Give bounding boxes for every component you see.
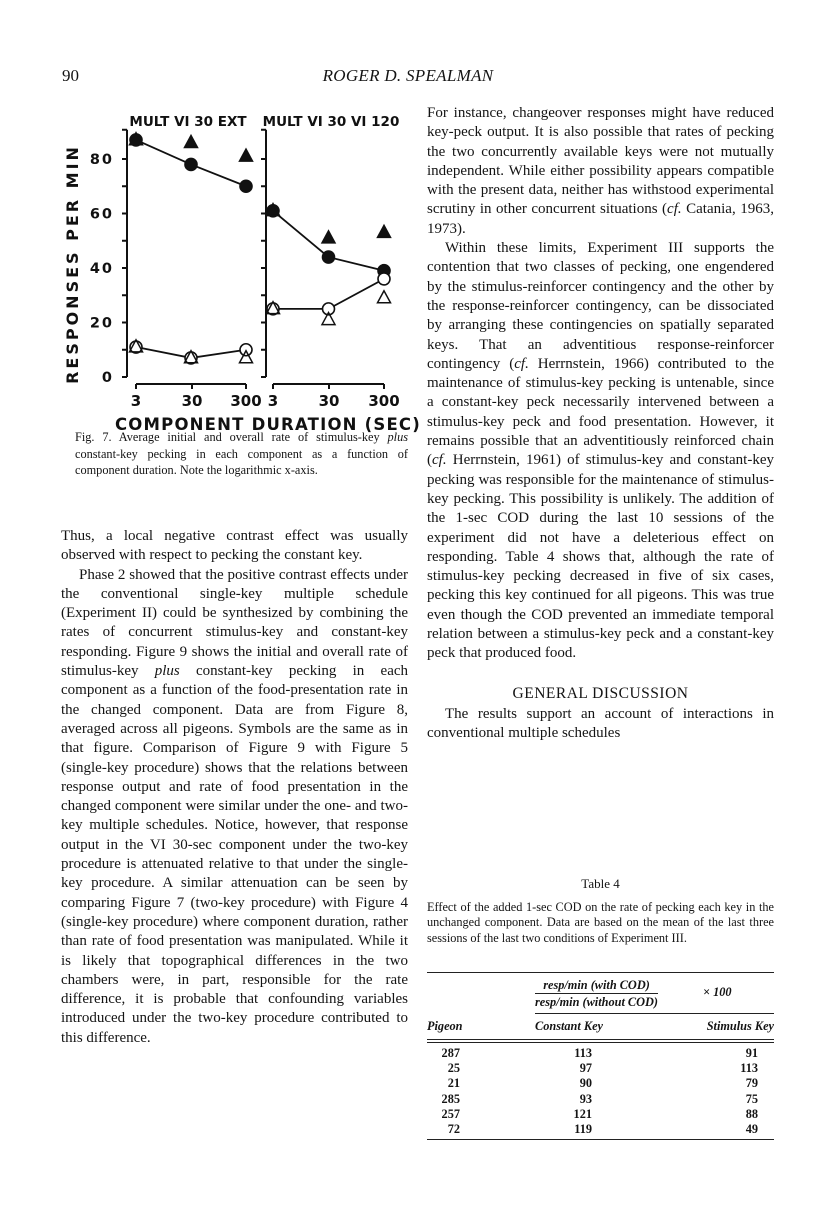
table-body <box>427 1043 774 1137</box>
y-tick-label: 0 <box>101 370 114 386</box>
cell-constant-key: 97 <box>579 1061 592 1076</box>
ratio-numerator: resp/min (with COD) <box>535 977 658 994</box>
paragraph-text: Herrnstein, 1966) contributed to the maintenance of stimulus-key pecking is untenable, since a constant-key peck necessarily intervened between a stimulus-key peck and food presentation. However, it remains possible that an adventitiously reinforced chain ( <box>427 355 774 469</box>
paragraph-emphasis: cf. <box>667 201 682 218</box>
table-column-headers <box>427 1017 774 1039</box>
filled-triangle-marker <box>322 231 335 243</box>
x-tick-label: 30 <box>181 392 203 410</box>
table-row <box>427 1122 774 1137</box>
table-row <box>427 1092 774 1107</box>
cell-pigeon: 287 <box>441 1046 460 1060</box>
filled-circle-marker <box>185 158 197 170</box>
right-column <box>427 104 774 744</box>
table-row <box>427 1061 774 1076</box>
caption-text-1: Average initial and overall rate of stimulus-key <box>118 430 388 444</box>
table-row <box>427 1076 774 1091</box>
cell-stimulus-key: 75 <box>745 1091 758 1106</box>
filled-triangle-marker <box>378 225 391 237</box>
running-author: ROGER D. SPEALMAN <box>322 66 494 85</box>
table-row <box>427 1107 774 1122</box>
table-title: Table 4 <box>581 876 620 891</box>
paragraph-emphasis: cf. <box>432 452 447 469</box>
paragraph: The results support an account of interactions in conventional multiple schedules <box>427 705 774 742</box>
x-tick-label: 3 <box>130 392 142 410</box>
paragraph-emphasis: cf. <box>514 355 529 372</box>
figure-7 <box>40 100 421 434</box>
table-row <box>427 1046 774 1061</box>
cell-pigeon: 285 <box>441 1091 460 1106</box>
cell-stimulus-key: 113 <box>740 1061 758 1076</box>
table-4 <box>427 972 774 1140</box>
ratio-denominator: resp/min (without COD) <box>535 995 658 1009</box>
cell-stimulus-key: 79 <box>745 1076 758 1091</box>
cell-constant-key: 121 <box>573 1106 592 1121</box>
cell-pigeon: 72 <box>447 1121 460 1136</box>
cell-constant-key: 113 <box>574 1046 592 1060</box>
open-circle-marker <box>378 273 390 285</box>
x-tick-label: 300 <box>368 392 400 410</box>
y-tick-label: 80 <box>89 152 114 168</box>
x-tick-label: 30 <box>318 392 340 410</box>
y-tick-label: 60 <box>89 206 114 223</box>
column-header-constant-key: Constant Key <box>535 1019 603 1033</box>
cell-stimulus-key: 49 <box>745 1121 758 1136</box>
open-triangle-marker <box>378 291 391 303</box>
x-tick-label: 300 <box>230 392 262 410</box>
filled-triangle-marker <box>240 149 253 161</box>
paragraph-text: constant-key pecking in each component as a function of the food-presentation rate in the changed component. Data are from Figure 8, averaged across all pigeons. Symbols are the same as in that figure. Comparison of Figure 9 with Figure 5 (single-key procedure) shows that the relations between response output and rate of food presentation in the changed component were similar under the one- and two-key multiple schedules. Notice, however, that response output in the VI 30-sec component under the two-key procedure is attenuated relative to that under the single-key procedure. A similar attenuation can be seen by comparing Figure 7 (two-key procedure) with Figure 4 (single-key procedure) where component duration, rather than rate of food presentation was manipulated. While it is likely that topographical differences in the two chambers were, in part, responsible for the rate difference, it is probable that confounding variables introduced under the two-key procedure contributed to this difference. <box>61 663 409 1046</box>
ratio-fraction <box>535 977 658 1010</box>
column-header-stimulus-key: Stimulus Key <box>706 1019 774 1033</box>
figure-caption <box>61 429 408 479</box>
ratio-multiplier: × 100 <box>703 985 732 999</box>
panel-title: MULT VI 30 VI 120 <box>262 114 400 130</box>
cell-constant-key: 119 <box>574 1121 592 1136</box>
left-column <box>61 527 408 1048</box>
figure-label: Fig. 7. <box>75 430 112 444</box>
panel-title: MULT VI 30 EXT <box>129 114 247 130</box>
y-tick-label: 40 <box>89 261 114 277</box>
y-tick-label: 20 <box>89 315 114 332</box>
paragraph-text: Phase 2 showed that the positive contrast effects under the conventional single-key multiple schedule (Experiment II) could be synthesized by combining the rates of concurrent stimulus-key and constant-key responding. Figure 9 shows the initial and overall rate of stimulus-key <box>61 566 408 680</box>
paragraph <box>61 527 408 566</box>
paragraph-text: Catania, 1963, 1973). <box>427 201 774 237</box>
filled-circle-marker <box>240 180 252 192</box>
filled-circle-marker <box>323 251 335 263</box>
table-caption: Effect of the added 1-sec COD on the rate of pecking each key in the unchanged component. Data are based on the mean of the last three sessions of the last two conditions of Experiment III. <box>427 900 774 945</box>
cell-stimulus-key: 91 <box>745 1046 758 1060</box>
section-heading: GENERAL DISCUSSION <box>512 684 689 702</box>
table-ratio-header <box>427 973 774 1017</box>
caption-emphasis: plus <box>387 430 408 444</box>
figure-7-chart <box>40 100 421 434</box>
running-head <box>0 66 816 90</box>
cell-pigeon: 21 <box>447 1076 460 1091</box>
cell-constant-key: 90 <box>579 1076 592 1091</box>
column-header-pigeon: Pigeon <box>427 1019 463 1033</box>
table-spanner-rule <box>535 1013 774 1014</box>
paragraph <box>61 566 408 1048</box>
paragraph-text: For instance, changeover responses might have reduced key-peck output. It is also possible that rates of pecking the two concurrently available keys were not mutually independent. While either possibility appears compatible with the present data, neither has withstood experimental scrutiny in other concurrent situations ( <box>427 105 774 218</box>
x-tick-label: 3 <box>267 392 279 410</box>
table-bottom-rule <box>427 1139 774 1140</box>
paragraph-text: Thus, a local negative contrast effect was usually observed with respect to pecking the constant key. <box>61 528 408 564</box>
y-axis-label: RESPONSES PER MIN <box>63 144 82 384</box>
paragraph <box>427 239 774 664</box>
x-axis-label: COMPONENT DURATION (SEC) <box>115 415 421 434</box>
paragraph-text: Within these limits, Experiment III supports the contention that two classes of pecking, one engendered by the stimulus-reinforcer contingency and the other by the response-reinforcer contingency, can be dissociated by arranging these contingencies on spatially separated keys. That an adventitious response-reinforcer contingency ( <box>427 240 774 372</box>
cell-pigeon: 257 <box>441 1106 460 1121</box>
cell-constant-key: 93 <box>579 1091 592 1106</box>
paragraph-text: Herrnstein, 1961) of stimulus-key and constant-key pecking was responsible for the maintenance of stimulus-key pecking. This possibility is unlikely. The addition of the 1-sec COD during the last 10 sessions of the experiment did not have a deleterious effect on responding. Table 4 shows that, although the rate of stimulus-key pecking decreased in five of six cases, pecking this key continued for all pigeons. This was true even though the COD prevented an immediate temporal relation between a stimulus-key peck and a constant-key peck that produced food. <box>427 452 774 662</box>
filled-triangle-marker <box>185 135 198 147</box>
paragraph <box>427 104 774 239</box>
page-number: 90 <box>62 66 79 85</box>
caption-text-2: constant-key pecking in each component as a function of component duration. Note the logarithmic x-axis. <box>75 446 408 477</box>
cell-pigeon: 25 <box>447 1061 460 1076</box>
paragraph-emphasis: plus <box>154 663 180 680</box>
cell-stimulus-key: 88 <box>745 1106 758 1121</box>
